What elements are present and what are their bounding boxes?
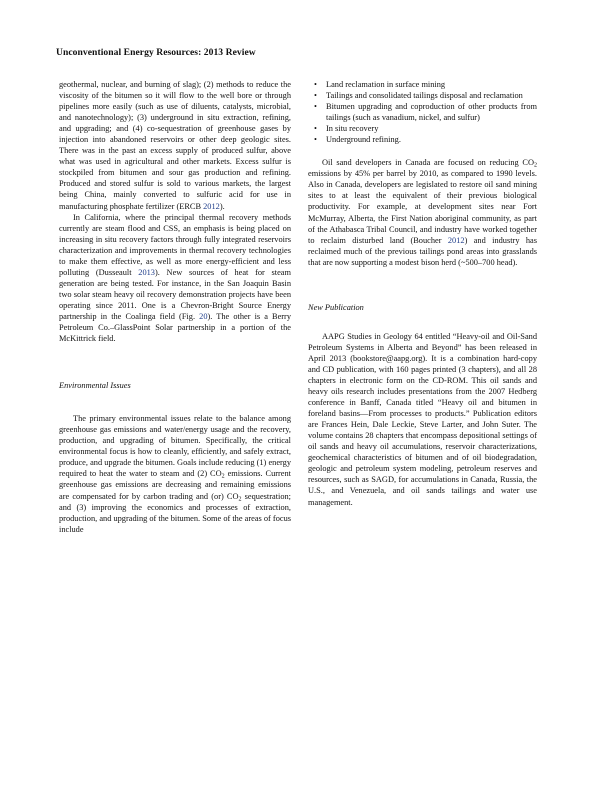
paragraph-text: In California, where the principal thermal recovery methods currently are steam flood and CSS, an emphasis is being placed on increasing in situ recovery factors through fully integrated reservoirs characterization and improvements in thermal recovery technologies to make them effective, as well as more energy-efficient and less polluting (Dusseault	[59, 212, 291, 277]
paragraph-text: The primary environmental issues relate to the balance among greenhouse gas emissions and water/energy usage and the recovery, production, and upgrading of bitumen. Specifically, the critical environmental focus is how to cleanly, efficiently, and safely extract, produce, and upgrade the bitumen. Goals include reducing (1) energy required to heat the water to steam and (2) CO	[59, 414, 291, 479]
citation-link[interactable]: 2012	[203, 201, 220, 211]
list-item-text: Bitumen upgrading and coproduction of other products from tailings (such as vanadium, nickel, and sulfur)	[326, 102, 537, 123]
citation-link[interactable]: 2012	[447, 235, 465, 245]
paragraph-text: emissions. Current greenhouse gas emissions are decreasing and remaining emissions are compensated for by carbon trading and (or) CO	[59, 469, 291, 501]
list-item	[314, 79, 537, 90]
list-item	[314, 90, 537, 101]
paragraph-text: geothermal, nuclear, and burning of slag); (2) methods to reduce the viscosity of the bitumen so it will flow to the well bore or through pipelines more easily (such as use of diluents, catalysts, microbial, and nanotechnology); (3) underground in situ extraction, refining, and upgrading; and (4) co-sequestration of greenhouse gases by injection into abandoned reservoirs or other deep geologic sites. There was in the past an excess supply of produced sulfur, above what was used in agricultural and other markets. Excess sulfur is stockpiled from bitumen and sour gas production and refining. Produced and stored sulfur is sold to various markets, the largest being China, mainly converted to sulfuric acid for use in manufacturing phosphate fertilizer (ERCB	[59, 80, 291, 211]
subscript: 2	[221, 473, 225, 480]
subscript: 2	[534, 162, 537, 169]
section-heading-new-publication: New Publication	[308, 302, 364, 312]
list-item-text: Tailings and consolidated tailings disposal and reclamation	[326, 91, 523, 101]
paragraph-text: Oil sand developers in Canada are focused on reducing CO	[322, 158, 534, 168]
paragraph-sulfur	[59, 79, 291, 212]
bullet-icon: •	[314, 80, 317, 89]
bullet-icon: •	[314, 102, 317, 112]
paragraph-text: ) and industry has reclaimed much of the previous tailings pond areas into grasslands that are now supporting a modest bison herd (~500–700 head).	[308, 235, 537, 267]
figure-link[interactable]: 20	[199, 311, 208, 321]
paragraph-text: ).	[219, 201, 225, 211]
bullet-icon: •	[314, 91, 317, 101]
list-item	[314, 123, 537, 134]
right-column	[308, 79, 537, 508]
paragraph-new-publication: AAPG Studies in Geology 64 entitled “Heavy-oil and Oil-Sand Petroleum Systems in Alberta and Beyond” has been released in April 2013 (bookstore@aapg.org). It is a combination hard-copy and CD publication, with 160 pages printed (3 chapters), and all 28 chapters in electronic form on the CD-ROM. This oil sands and heavy oils research includes presentations from the 2007 Hedberg conference in Banff, Canada titled “Heavy oil and bitumen in foreland basins—From processes to products.” Publication editors are Frances Hein, Dale Leckie, Steve Larter, and John Suter. The volume contains 28 chapters that encompass depositional settings of oil sands and heavy oil accumulations, reservoir characterizations, geochemical characteristics of bitumen and of oil biodegradation, geologic and petroleum system modeling, petroleum reserves and resources, such as SAGD, for accumulations in Canada, Russia, the U.S., and Venezuela, and oil sands tailings and water use management.	[308, 331, 537, 507]
bullet-icon: •	[314, 135, 317, 145]
paragraph-text: ). New sources of heat for steam generation are being tested. For instance, in the San Joaquin Basin two solar steam heavy oil recovery demonstration projects have been operating since 2011. One is a Chevron-Bright Source Energy partnership in the Coalinga field (Fig.	[59, 267, 291, 321]
citation-link[interactable]: 2013	[138, 267, 155, 277]
paragraph-california	[59, 212, 291, 345]
paragraph-text: ). The other is a Berry Petroleum Co.–GlassPoint Solar partnership in a portion of the McKittrick field.	[59, 311, 291, 344]
paragraph-environmental	[59, 413, 291, 535]
paragraph-text: emissions by 45% per barrel by 2010, as compared to 1990 levels. Also in Canada, developers are legislated to restore oil sand mining sites to at least the equivalent of their previous biological productivity. For example, at development sites near Fort McMurray, Alberta, the First Nation aboriginal community, as part of the Athabasca Tribal Council, and industry have worked together to reclaim disturbed land (Boucher	[308, 169, 537, 245]
list-item-text: Underground refining.	[326, 135, 401, 145]
list-item-text: In situ recovery	[326, 124, 379, 134]
list-item	[314, 101, 537, 123]
paragraph-text: sequestration; and (3) improving the economics and processes of extraction, production, and upgrading of the bitumen. Some of the areas of focus include	[59, 491, 291, 534]
list-item-text: Land reclamation in surface mining	[326, 80, 446, 89]
focus-list	[308, 79, 537, 145]
section-heading-environmental: Environmental Issues	[59, 381, 131, 391]
bullet-icon: •	[314, 124, 317, 134]
subscript: 2	[238, 496, 242, 502]
paragraph-oil-sand-developers	[308, 157, 537, 267]
list-item	[314, 134, 537, 145]
running-header: Unconventional Energy Resources: 2013 Review	[56, 47, 256, 58]
left-column	[59, 79, 291, 535]
